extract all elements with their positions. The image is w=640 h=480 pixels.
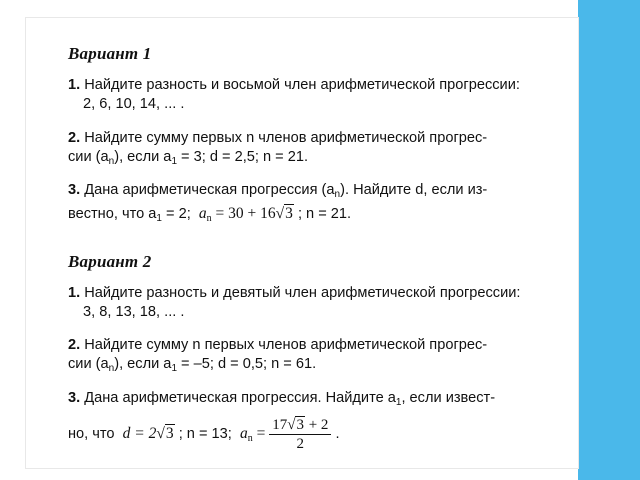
worksheet-page (26, 18, 578, 468)
fraction: $\frac{17√3 + 2}{2}$ (269, 416, 331, 453)
formula-an: $a_n$ = $\frac{17√3 + 2}{2}$ (240, 425, 331, 442)
task-number: 2. (68, 337, 81, 353)
task-text-line1: Дана арифметическая прогрессия $(a_n)$. Найдите d, если из- (84, 182, 488, 200)
variant2-task3 (68, 389, 573, 453)
variant1-task3 (68, 181, 573, 228)
task-number: 2. (68, 130, 81, 146)
task-text-line1: Найдите сумму n первых членов арифметической прогрес- (84, 337, 488, 353)
task-number: 1. (68, 285, 81, 301)
formula-d: d = 2√3 (122, 425, 174, 443)
task-text-line1: Дана арифметическая прогрессия. Найдите $a_1$, если извест- (84, 390, 496, 408)
task-sequence: 3, 8, 13, 18, ... . (83, 304, 185, 320)
variant2-task1 (68, 284, 573, 322)
variant2-heading: Вариант 2 (68, 252, 152, 271)
task-number: 1. (68, 77, 81, 93)
task-text-line1: Найдите сумму первых n членов арифметической прогрес- (84, 130, 488, 146)
task-sequence: 2, 6, 10, 14, ... . (83, 96, 185, 112)
task-text-line2: сии $(a_n)$, если $a_1 = -5$; d = 0,5; n = 61. (68, 356, 317, 374)
task-text: Найдите разность и восьмой член арифметической прогрессии: (84, 77, 520, 93)
variant1-task2 (68, 129, 573, 171)
task-text-line2: вестно, что $a_1 = 2$; $a_n = 30 + 16√3$ ; n = 21. (68, 205, 352, 224)
variant1-heading: Вариант 1 (68, 44, 152, 63)
background-band (578, 0, 640, 480)
task-text-line2: сии $(a_n)$, если $a_1 = 3$; d = 2,5; n = 21. (68, 149, 309, 167)
formula-an: $a_n = 30 + 16√3$ (198, 205, 293, 224)
task-text: Найдите разность и девятый член арифметической прогрессии: (84, 285, 521, 301)
task-number: 3. (68, 182, 81, 198)
variant2-task2 (68, 336, 573, 378)
task-number: 3. (68, 390, 81, 406)
task-text-line2: но, что d = 2√3 ; n = 13; $a_n$ = $\frac{17√3 + 2}{2}$ . (68, 417, 340, 452)
variant1-task1 (68, 76, 573, 114)
